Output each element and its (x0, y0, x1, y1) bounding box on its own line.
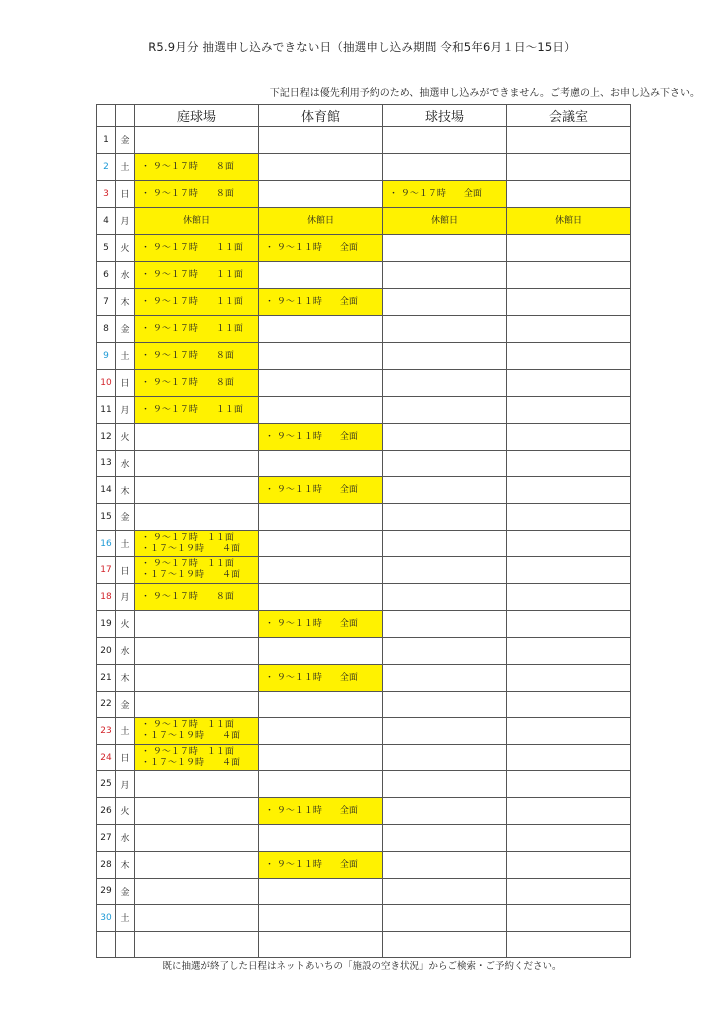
cell-meeting-room (507, 824, 631, 851)
cell-meeting-room (507, 369, 631, 396)
header-gymnasium: 体育館 (259, 105, 383, 127)
cell-gymnasium (259, 127, 383, 154)
table-row (97, 744, 631, 771)
table-row (97, 771, 631, 798)
cell-meeting-room (507, 931, 631, 958)
cell-meeting-room (507, 878, 631, 905)
cell-gymnasium (259, 450, 383, 477)
cell-gymnasium (259, 664, 383, 691)
cell-ball-field (383, 234, 507, 261)
cell-text: ・ ９～１７時 １１面 (141, 242, 243, 253)
cell-ball-field (383, 288, 507, 315)
day-number: 29 (97, 878, 116, 905)
table-row (97, 878, 631, 905)
cell-tennis-court (135, 423, 259, 450)
cell-ball-field (383, 153, 507, 180)
day-number: 17 (97, 557, 116, 584)
cell-tennis-court (135, 180, 259, 207)
day-number: 20 (97, 637, 116, 664)
day-number: 15 (97, 504, 116, 531)
cell-meeting-room (507, 342, 631, 369)
cell-text: ・ ９～１７時 ８面 (141, 377, 234, 388)
cell-text: ・ ９～１７時 ８面 (141, 188, 234, 199)
cell-tennis-court (135, 342, 259, 369)
weekday (116, 931, 135, 958)
cell-tennis-court (135, 771, 259, 798)
day-number: 9 (97, 342, 116, 369)
cell-tennis-court (135, 610, 259, 637)
weekday: 火 (116, 610, 135, 637)
weekday: 木 (116, 664, 135, 691)
cell-meeting-room (507, 180, 631, 207)
cell-meeting-room (507, 261, 631, 288)
cell-meeting-room (507, 744, 631, 771)
cell-gymnasium (259, 851, 383, 878)
cell-ball-field (383, 905, 507, 932)
cell-text: ・ ９～１１時 全面 (265, 805, 358, 816)
notice-text: 下記日程は優先利用予約のため、抽選申し込みができません。ご考慮の上、お申し込み下さい。 (269, 88, 700, 99)
cell-text: ・ ９～１７時 全面 (389, 188, 482, 199)
cell-gymnasium (259, 288, 383, 315)
table-row (97, 664, 631, 691)
cell-gymnasium (259, 369, 383, 396)
cell-tennis-court (135, 530, 259, 557)
day-number: 10 (97, 369, 116, 396)
day-number: 6 (97, 261, 116, 288)
cell-text: ・ ９～１７時 １１面 (141, 269, 243, 280)
cell-gymnasium (259, 718, 383, 745)
table-row (97, 583, 631, 610)
cell-text: ・ ９～１７時 ８面 (141, 161, 234, 172)
cell-meeting-room (507, 797, 631, 824)
cell-gymnasium (259, 315, 383, 342)
cell-text: ・１７～１９時 ４面 (141, 757, 241, 768)
header-weekday (116, 105, 135, 127)
weekday: 月 (116, 207, 135, 234)
cell-tennis-court (135, 824, 259, 851)
cell-text: ・ ９～１７時 １１面 (141, 559, 234, 570)
cell-gymnasium (259, 396, 383, 423)
weekday: 月 (116, 396, 135, 423)
table-row (97, 288, 631, 315)
cell-meeting-room (507, 423, 631, 450)
cell-meeting-room (507, 583, 631, 610)
cell-text: ・ ９～１１時 全面 (265, 296, 358, 307)
cell-meeting-room (507, 127, 631, 154)
cell-text: ・１７～１９時 ４面 (141, 543, 241, 554)
cell-text: ・ ９～１１時 全面 (265, 618, 358, 629)
table-row (97, 504, 631, 531)
cell-ball-field (383, 423, 507, 450)
weekday: 金 (116, 315, 135, 342)
cell-meeting-room (507, 637, 631, 664)
cell-ball-field (383, 771, 507, 798)
cell-gymnasium (259, 234, 383, 261)
day-number: 4 (97, 207, 116, 234)
header-tennis-court: 庭球場 (135, 105, 259, 127)
cell-ball-field (383, 824, 507, 851)
cell-meeting-room (507, 530, 631, 557)
weekday: 金 (116, 878, 135, 905)
cell-gymnasium (259, 691, 383, 718)
day-number: 3 (97, 180, 116, 207)
table-row (97, 610, 631, 637)
cell-meeting-room (507, 664, 631, 691)
cell-ball-field (383, 342, 507, 369)
cell-tennis-court (135, 450, 259, 477)
cell-text: ・ ９～１７時 ８面 (141, 350, 234, 361)
cell-tennis-court (135, 557, 259, 584)
cell-meeting-room (507, 207, 631, 234)
cell-gymnasium (259, 771, 383, 798)
table-row (97, 637, 631, 664)
table-row (97, 423, 631, 450)
cell-tennis-court (135, 477, 259, 504)
cell-text: 休館日 (554, 215, 582, 226)
cell-tennis-court (135, 396, 259, 423)
weekday: 土 (116, 153, 135, 180)
table-row (97, 127, 631, 154)
cell-meeting-room (507, 450, 631, 477)
cell-meeting-room (507, 905, 631, 932)
cell-gymnasium (259, 530, 383, 557)
cell-text: ・ ９～１７時 １１面 (141, 746, 234, 757)
cell-tennis-court (135, 583, 259, 610)
cell-meeting-room (507, 288, 631, 315)
cell-tennis-court (135, 637, 259, 664)
cell-ball-field (383, 691, 507, 718)
cell-gymnasium (259, 744, 383, 771)
cell-tennis-court (135, 744, 259, 771)
cell-gymnasium (259, 824, 383, 851)
day-number: 30 (97, 905, 116, 932)
cell-tennis-court (135, 797, 259, 824)
weekday: 月 (116, 771, 135, 798)
cell-tennis-court (135, 261, 259, 288)
table-row (97, 315, 631, 342)
day-number: 26 (97, 797, 116, 824)
cell-tennis-court (135, 664, 259, 691)
weekday: 火 (116, 423, 135, 450)
cell-tennis-court (135, 718, 259, 745)
table-row (97, 261, 631, 288)
weekday: 水 (116, 824, 135, 851)
weekday: 土 (116, 905, 135, 932)
cell-meeting-room (507, 315, 631, 342)
day-number: 18 (97, 583, 116, 610)
cell-text: ・ ９～１１時 全面 (265, 242, 358, 253)
cell-text: 休館日 (306, 215, 334, 226)
table-row (97, 153, 631, 180)
cell-gymnasium (259, 153, 383, 180)
weekday: 木 (116, 851, 135, 878)
cell-meeting-room (507, 504, 631, 531)
day-number: 7 (97, 288, 116, 315)
cell-text: ・ ９～１１時 全面 (265, 859, 358, 870)
cell-gymnasium (259, 583, 383, 610)
table-row (97, 477, 631, 504)
cell-ball-field (383, 637, 507, 664)
day-number: 24 (97, 744, 116, 771)
cell-gymnasium (259, 637, 383, 664)
weekday: 土 (116, 342, 135, 369)
table-row (97, 557, 631, 584)
cell-text: ・ ９～１１時 全面 (265, 672, 358, 683)
cell-gymnasium (259, 180, 383, 207)
cell-ball-field (383, 504, 507, 531)
day-number: 27 (97, 824, 116, 851)
table-row (97, 691, 631, 718)
cell-gymnasium (259, 610, 383, 637)
table-header-row (97, 105, 631, 127)
day-number: 16 (97, 530, 116, 557)
cell-tennis-court (135, 369, 259, 396)
day-number: 28 (97, 851, 116, 878)
day-number: 21 (97, 664, 116, 691)
cell-tennis-court (135, 878, 259, 905)
cell-tennis-court (135, 207, 259, 234)
schedule-table (96, 104, 631, 958)
cell-ball-field (383, 664, 507, 691)
cell-gymnasium (259, 905, 383, 932)
cell-ball-field (383, 797, 507, 824)
weekday: 水 (116, 450, 135, 477)
cell-gymnasium (259, 931, 383, 958)
cell-ball-field (383, 744, 507, 771)
day-number: 11 (97, 396, 116, 423)
cell-text: ・ ９～１１時 全面 (265, 431, 358, 442)
cell-text: ・ ９～１７時 ８面 (141, 591, 234, 602)
cell-ball-field (383, 261, 507, 288)
cell-gymnasium (259, 878, 383, 905)
table-row (97, 718, 631, 745)
cell-ball-field (383, 530, 507, 557)
weekday: 土 (116, 718, 135, 745)
header-meeting-room: 会議室 (507, 105, 631, 127)
cell-text: 休館日 (430, 215, 458, 226)
table-row (97, 180, 631, 207)
weekday: 火 (116, 234, 135, 261)
day-number: 14 (97, 477, 116, 504)
cell-tennis-court (135, 905, 259, 932)
cell-ball-field (383, 583, 507, 610)
cell-gymnasium (259, 477, 383, 504)
cell-text: ・ ９～１７時 １１面 (141, 296, 243, 307)
table-row (97, 905, 631, 932)
cell-tennis-court (135, 691, 259, 718)
weekday: 水 (116, 261, 135, 288)
cell-ball-field (383, 851, 507, 878)
cell-meeting-room (507, 771, 631, 798)
weekday: 日 (116, 557, 135, 584)
table-row (97, 369, 631, 396)
cell-gymnasium (259, 342, 383, 369)
day-number (97, 931, 116, 958)
cell-tennis-court (135, 851, 259, 878)
cell-ball-field (383, 557, 507, 584)
cell-meeting-room (507, 691, 631, 718)
cell-gymnasium (259, 797, 383, 824)
weekday: 火 (116, 797, 135, 824)
weekday: 日 (116, 180, 135, 207)
cell-text: ・ ９～１７時 １１面 (141, 404, 243, 415)
cell-tennis-court (135, 153, 259, 180)
cell-meeting-room (507, 153, 631, 180)
cell-tennis-court (135, 504, 259, 531)
cell-meeting-room (507, 234, 631, 261)
cell-meeting-room (507, 477, 631, 504)
day-number: 2 (97, 153, 116, 180)
weekday: 金 (116, 691, 135, 718)
cell-tennis-court (135, 315, 259, 342)
cell-text: ・１７～１９時 ４面 (141, 730, 241, 741)
footer-text: 既に抽選が終了した日程はネットあいちの「施設の空き状況」からご検索・ご予約ください。 (162, 961, 562, 972)
day-number: 1 (97, 127, 116, 154)
day-number: 8 (97, 315, 116, 342)
cell-meeting-room (507, 557, 631, 584)
cell-tennis-court (135, 288, 259, 315)
cell-ball-field (383, 477, 507, 504)
table-row (97, 234, 631, 261)
cell-ball-field (383, 396, 507, 423)
cell-tennis-court (135, 234, 259, 261)
cell-meeting-room (507, 718, 631, 745)
day-number: 19 (97, 610, 116, 637)
table-row (97, 530, 631, 557)
day-number: 5 (97, 234, 116, 261)
cell-meeting-room (507, 851, 631, 878)
cell-gymnasium (259, 504, 383, 531)
cell-text: 休館日 (182, 215, 210, 226)
day-number: 25 (97, 771, 116, 798)
cell-meeting-room (507, 610, 631, 637)
cell-ball-field (383, 207, 507, 234)
weekday: 木 (116, 477, 135, 504)
weekday: 日 (116, 369, 135, 396)
day-number: 13 (97, 450, 116, 477)
table-row (97, 396, 631, 423)
day-number: 22 (97, 691, 116, 718)
cell-text: ・ ９～１１時 全面 (265, 485, 358, 496)
cell-gymnasium (259, 261, 383, 288)
cell-gymnasium (259, 423, 383, 450)
weekday: 水 (116, 637, 135, 664)
cell-ball-field (383, 369, 507, 396)
weekday: 土 (116, 530, 135, 557)
table-row (97, 342, 631, 369)
table-row (97, 207, 631, 234)
cell-ball-field (383, 315, 507, 342)
day-number: 12 (97, 423, 116, 450)
cell-text: ・ ９～１７時 １１面 (141, 323, 243, 334)
table-row (97, 797, 631, 824)
weekday: 金 (116, 127, 135, 154)
page-title: R5.9月分 抽選申し込みできない日（抽選申し込み期間 令和5年6月１日～15日） (148, 40, 576, 54)
weekday: 月 (116, 583, 135, 610)
cell-text: ・ ９～１７時 １１面 (141, 719, 234, 730)
table-row (97, 824, 631, 851)
cell-gymnasium (259, 557, 383, 584)
cell-text: ・１７～１９時 ４面 (141, 570, 241, 581)
day-number: 23 (97, 718, 116, 745)
cell-meeting-room (507, 396, 631, 423)
cell-text: ・ ９～１７時 １１面 (141, 532, 234, 543)
cell-ball-field (383, 610, 507, 637)
weekday: 日 (116, 744, 135, 771)
cell-ball-field (383, 931, 507, 958)
table-row (97, 450, 631, 477)
cell-gymnasium (259, 207, 383, 234)
cell-tennis-court (135, 931, 259, 958)
cell-tennis-court (135, 127, 259, 154)
header-ball-field: 球技場 (383, 105, 507, 127)
cell-ball-field (383, 450, 507, 477)
weekday: 木 (116, 288, 135, 315)
header-day (97, 105, 116, 127)
cell-ball-field (383, 180, 507, 207)
cell-ball-field (383, 718, 507, 745)
cell-ball-field (383, 127, 507, 154)
weekday: 金 (116, 504, 135, 531)
table-row (97, 931, 631, 958)
cell-ball-field (383, 878, 507, 905)
table-row (97, 851, 631, 878)
